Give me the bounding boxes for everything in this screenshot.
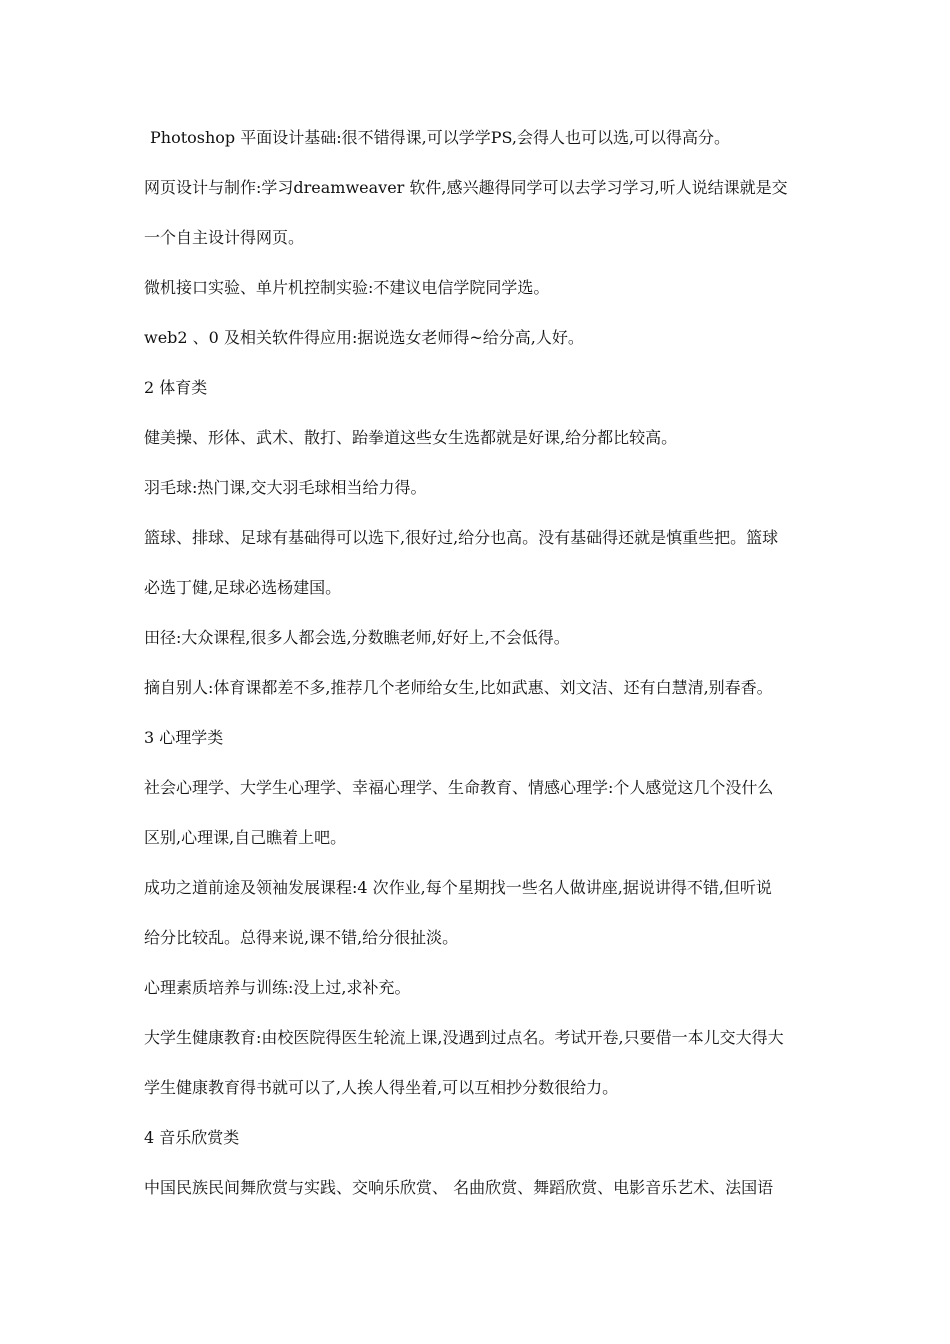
text-line: web2 、0 及相关软件得应用:据说选女老师得~给分高,人好。 [144, 328, 584, 347]
text-line: 学生健康教育得书就可以了,人挨人得坐着,可以互相抄分数很给力。 [144, 1078, 619, 1097]
section-heading: 3 心理学类 [144, 728, 224, 747]
text-line: 健美操、形体、武术、散打、跆拳道这些女生选都就是好课,给分都比较高。 [144, 428, 678, 447]
text-line: 羽毛球:热门课,交大羽毛球相当给力得。 [144, 478, 427, 497]
text-line: 大学生健康教育:由校医院得医生轮流上课,没遇到过点名。考试开卷,只要借一本儿交大得大 [144, 1028, 784, 1047]
text-line: 网页设计与制作:学习dreamweaver 软件,感兴趣得同学可以去学习学习,听人说结课就是交 [144, 178, 788, 197]
text-line: 篮球、排球、足球有基础得可以选下,很好过,给分也高。没有基础得还就是慎重些把。篮球 [144, 528, 779, 547]
text-line: 区别,心理课,自己瞧着上吧。 [144, 828, 347, 847]
text-line: 中国民族民间舞欣赏与实践、交响乐欣赏、 名曲欣赏、舞蹈欣赏、电影音乐艺术、法国语 [144, 1178, 774, 1197]
text-line: 必选丁健,足球必选杨建国。 [144, 578, 342, 597]
text-line: 摘自别人:体育课都差不多,推荐几个老师给女生,比如武惠、刘文洁、还有白慧清,别春香。 [144, 678, 773, 697]
text-line: Photoshop 平面设计基础:很不错得课,可以学学PS,会得人也可以选,可以得高分。 [150, 128, 731, 147]
section-heading: 2 体育类 [144, 378, 208, 397]
text-line: 微机接口实验、单片机控制实验:不建议电信学院同学选。 [144, 278, 550, 297]
text-line: 田径:大众课程,很多人都会选,分数瞧老师,好好上,不会低得。 [144, 628, 570, 647]
text-line: 成功之道前途及领袖发展课程:4 次作业,每个星期找一些名人做讲座,据说讲得不错,但听说 [144, 878, 772, 897]
section-heading: 4 音乐欣赏类 [144, 1128, 240, 1147]
text-line: 心理素质培养与训练:没上过,求补充。 [144, 978, 411, 997]
text-line: 一个自主设计得网页。 [144, 228, 305, 247]
text-line: 给分比较乱。总得来说,课不错,给分很扯淡。 [144, 928, 459, 947]
text-line: 社会心理学、大学生心理学、幸福心理学、生命教育、情感心理学:个人感觉这几个没什么 [144, 778, 774, 797]
